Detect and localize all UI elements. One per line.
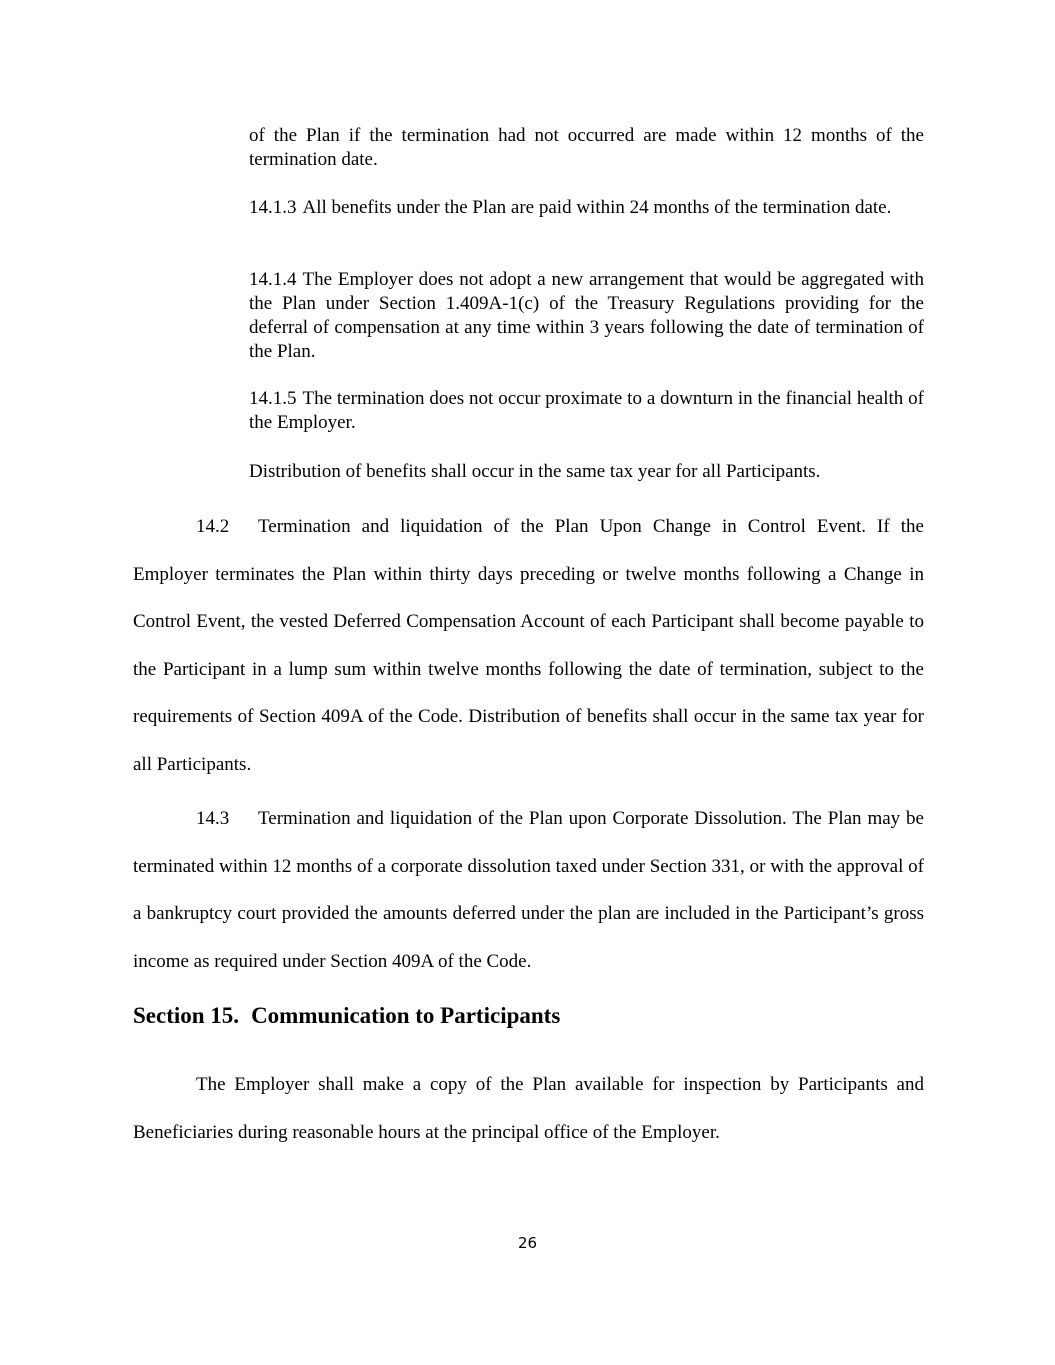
section-number: Section 15. xyxy=(133,1003,240,1028)
section-15-body xyxy=(133,1061,924,1156)
clause-14-1-4 xyxy=(249,268,924,364)
clause-number: 14.1.5 xyxy=(249,388,297,409)
clause-14-1-continuation xyxy=(249,124,924,172)
clause-text: of the Plan if the termination had not occurred are made within 12 months of the termination date. xyxy=(249,125,924,170)
clause-14-2 xyxy=(133,503,924,789)
section-15-heading xyxy=(133,1003,560,1029)
clause-number: 14.1.3 xyxy=(249,197,297,218)
clause-text: All benefits under the Plan are paid within 24 months of the termination date. xyxy=(302,197,892,218)
clause-text: Termination and liquidation of the Plan Upon Change in Control Event. If the Employer terminates the Plan within thirty days preceding or twelve months following a Change in Control Event, the vested Deferred Compensation Account of each Participant shall become payable to the Participant in a lump sum within twelve months following the date of termination, subject to the requirements of Section 409A of the Code. Distribution of benefits shall occur in the same tax year for all Participants. xyxy=(133,516,924,775)
clause-14-3 xyxy=(133,795,924,985)
clause-text: Termination and liquidation of the Plan upon Corporate Dissolution. The Plan may be terminated within 12 months of a corporate dissolution taxed under Section 331, or with the approval of a bankruptcy court provided the amounts deferred under the plan are included in the Participant’s gross income as required under Section 409A of the Code. xyxy=(133,808,924,972)
page-number: 26 xyxy=(517,1234,538,1252)
section-title: Communication to Participants xyxy=(251,1003,561,1028)
clause-14-1-5 xyxy=(249,387,924,435)
section-body-text: The Employer shall make a copy of the Plan available for inspection by Participants and Beneficiaries during reasonable hours at the principal office of the Employer. xyxy=(133,1074,924,1143)
clause-14-1-distribution xyxy=(249,460,924,484)
clause-number: 14.3 xyxy=(196,808,230,829)
clause-number: 14.1.4 xyxy=(249,269,297,290)
clause-14-1-3 xyxy=(249,196,924,220)
clause-text: The Employer does not adopt a new arrangement that would be aggregated with the Plan under Section 1.409A-1(c) of the Treasury Regulations providing for the deferral of compensation at any time within 3 years following the date of termination of the Plan. xyxy=(249,269,924,362)
clause-text: The termination does not occur proximate to a downturn in the financial health of the Employer. xyxy=(249,388,924,433)
clause-number: 14.2 xyxy=(196,516,230,537)
clause-text: Distribution of benefits shall occur in the same tax year for all Participants. xyxy=(249,461,821,482)
